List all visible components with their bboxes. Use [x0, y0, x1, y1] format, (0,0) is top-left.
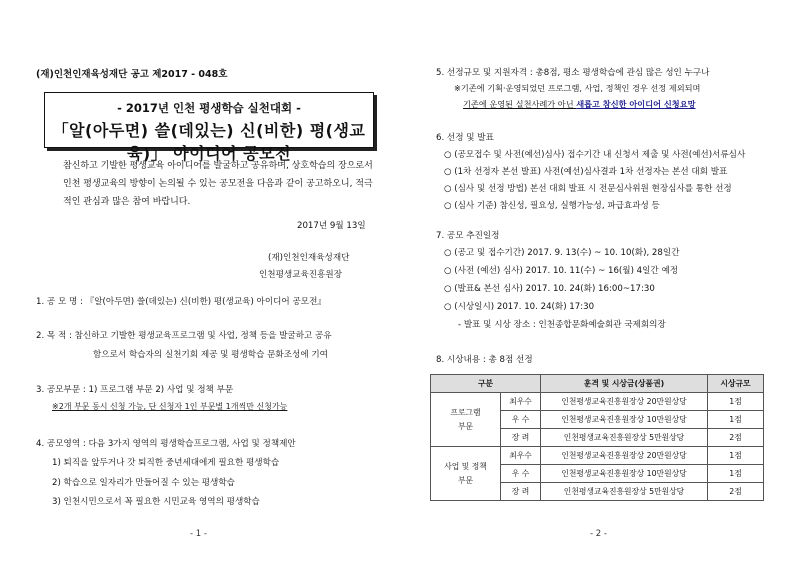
award-cell: 인천평생교육진흥원장상 20만원상당: [541, 447, 708, 465]
schedule-item: ○ (사전 (예선) 심사) 2017. 10. 11(수) ~ 16(월) 4일간 예정: [444, 266, 679, 276]
selection-item: ○ (심사 및 선정 방법) 본선 대회 발표 시 전문심사위원 현장심사를 통한 선정: [444, 184, 732, 194]
count-cell: 1점: [708, 393, 764, 411]
page-number: - 2 -: [590, 529, 607, 539]
award-cell: 인천평생교육진흥원장상 5만원상당: [541, 483, 708, 501]
group-cell: 프로그램 부문: [431, 393, 501, 447]
rank-cell: 최우수: [501, 447, 541, 465]
organization-head: 인천평생교육진흥원장: [259, 270, 343, 280]
count-cell: 2점: [708, 429, 764, 447]
announcement-date: 2017년 9월 13일: [297, 221, 366, 231]
schedule-item: ○ (발표& 본선 심사) 2017. 10. 24(화) 16:00~17:30: [444, 284, 655, 294]
event-title: - 2017년 인천 평생학습 실천대회 -: [117, 101, 301, 115]
selection-item: ○ (공모접수 및 사전(예선)심사) 접수기간 내 신청서 제출 및 사전(예선)서류심사: [444, 150, 746, 160]
intro-line: 참신하고 기발한 평생교육 아이디어를 발굴하고 공유하며, 상호학습의 장으로서: [63, 161, 373, 171]
table-row: [431, 393, 764, 411]
section-5-scale: 5. 선정규모 및 지원자격 : 총8점, 평소 평생학습에 관심 많은 성인 누구나: [436, 68, 710, 78]
contest-title: 「알(아두면) 쓸(데있는) 신(비한) 평(생교육)」 아이디어 공모전: [52, 121, 366, 163]
area-item: 3) 인천시민으로서 꼭 필요한 시민교육 영역의 평생학습: [52, 497, 260, 507]
count-cell: 1점: [708, 465, 764, 483]
title-box: [44, 92, 374, 163]
award-cell: 인천평생교육진흥원장상 20만원상당: [541, 393, 708, 411]
rank-cell: 장 려: [501, 429, 541, 447]
selection-item: ○ (1차 선정자 본선 발표) 사전(예선)심사결과 1차 선정자는 본선 대회 발표: [444, 167, 728, 177]
column-header: 구분: [431, 375, 541, 393]
intro-line: 인천 평생교육의 방향이 논의될 수 있는 공모전을 다음과 같이 공고하오니, 적극: [63, 179, 373, 189]
announcement-number: (재)인천인재육성재단 공고 제2017 - 048호: [36, 69, 228, 80]
count-cell: 1점: [708, 411, 764, 429]
rank-cell: 최우수: [501, 393, 541, 411]
count-cell: 1점: [708, 447, 764, 465]
column-header: 시상규모: [708, 375, 764, 393]
section-4-areas: 4. 공모영역 : 다음 3가지 영역의 평생학습프로그램, 사업 및 정책제안: [36, 439, 296, 449]
organization-name: (재)인천인재육성재단: [268, 253, 350, 263]
award-cell: 인천평생교육진흥원장상 5만원상당: [541, 429, 708, 447]
award-cell: 인천평생교육진흥원장상 10만원상당: [541, 465, 708, 483]
intro-line: 적인 관심과 많은 참여 바랍니다.: [63, 197, 191, 207]
table-row: [431, 447, 764, 465]
section-2-purpose-cont: 함으로서 학습자의 실천기회 제공 및 평생학습 문화조성에 기여: [93, 350, 328, 360]
section-1-name: 1. 공 모 명 : 『알(아두면) 쓸(데있는) 신(비한) 평(생교육) 아이디어 공모전』: [36, 297, 326, 307]
section-8-title: 8. 시상내용 : 총 8점 선정: [436, 355, 533, 365]
rank-cell: 우 수: [501, 465, 541, 483]
section-7-title: 7. 공모 추진일정: [436, 231, 500, 241]
awards-table: [430, 374, 764, 501]
section-3-categories: 3. 공모부문 : 1) 프로그램 부문 2) 사업 및 정책 부문: [36, 385, 234, 395]
area-item: 1) 퇴직을 앞두거나 갓 퇴직한 중년세대에게 필요한 평생학습: [52, 458, 280, 468]
table-header-row: [431, 375, 764, 393]
section-2-purpose: 2. 목 적 : 참신하고 기발한 평생교육프로그램 및 사업, 정책 등을 발굴하고 공유: [36, 331, 332, 341]
page-number: - 1 -: [190, 529, 207, 539]
rank-cell: 우 수: [501, 411, 541, 429]
count-cell: 2점: [708, 483, 764, 501]
column-header: 훈격 및 시상금(상품권): [541, 375, 708, 393]
schedule-item: ○ (시상일시) 2017. 10. 24(화) 17:30: [444, 302, 595, 312]
schedule-item: ○ (공고 및 접수기간) 2017. 9. 13(수) ~ 10. 10(화), 28일간: [444, 248, 680, 258]
area-item: 2) 학습으로 일자리가 만들어질 수 있는 평생학습: [52, 478, 235, 488]
rank-cell: 장 려: [501, 483, 541, 501]
note-emphasis: 새롭고 참신한 아이디어 신청요망: [576, 99, 696, 109]
schedule-venue: - 발표 및 시상 장소 : 인천종합문화예술회관 국제회의장: [458, 320, 666, 330]
group-cell: 사업 및 정책 부문: [431, 447, 501, 501]
note-text: 기존에 운영된 실천사례가 아닌: [463, 99, 577, 109]
intro-paragraph: [63, 157, 383, 211]
selection-item: ○ (심사 기준) 참신성, 필요성, 실행가능성, 파급효과성 등: [444, 201, 660, 211]
award-cell: 인천평생교육진흥원장상 10만원상당: [541, 411, 708, 429]
section-6-title: 6. 선정 및 발표: [436, 133, 494, 143]
section-5-note: ※기존에 기획·운영되었던 프로그램, 사업, 정책인 경우 선정 제외되며: [454, 83, 701, 93]
section-5-note-cont: [463, 99, 696, 110]
section-3-note: ※2개 부문 동시 신청 가능, 단 신청자 1인 부문별 1개씩만 신청가능: [52, 402, 288, 411]
